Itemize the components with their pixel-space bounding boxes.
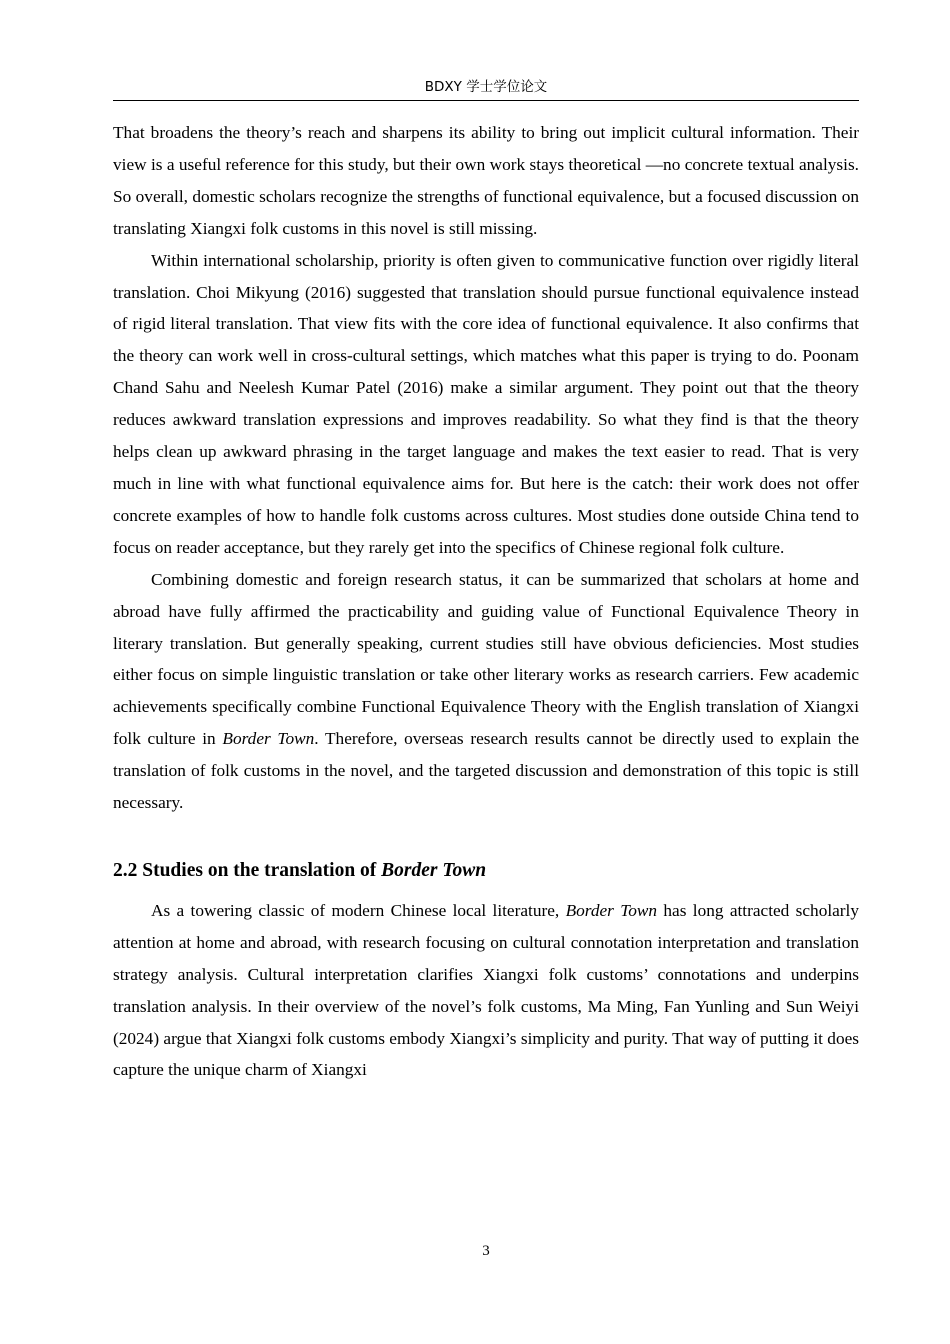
paragraph-3-text-b: . Therefore, overseas research results cannot be directly used to explain the translation of folk customs in the novel, and the targeted discussion and demonstration of this topic is still necessary. — [113, 729, 859, 813]
paragraph-3 — [113, 564, 859, 819]
section-heading — [113, 857, 859, 885]
paragraph-1: That broadens the theory’s reach and sharpens its ability to bring out implicit cultural information. Their view is a useful reference for this study, but their own work stays theoretical —no concrete textual analysis. So overall, domestic scholars recognize the strengths of functional equivalence, but a focused discussion on translating Xiangxi folk customs in this novel is still missing. — [113, 123, 859, 238]
header-rule — [113, 100, 859, 101]
paragraph-2: Within international scholarship, priority is often given to communicative function over rigidly literal translation. Choi Mikyung (2016) suggested that translation should pursue functional equivalence instead of rigid literal translation. That view fits with the core idea of functional equivalence. It also confirms that the theory can work well in cross-cultural settings, which matches what this paper is trying to do. Poonam Chand Sahu and Neelesh Kumar Patel (2016) make a similar argument. They point out that the theory reduces awkward translation expressions and improves readability. So what they find is that the theory helps clean up awkward phrasing in the target language and makes the text easier to read. That is very much in line with what functional equivalence aims for. But here is the catch: their work does not offer concrete examples of how to handle folk customs across cultures. Most studies done outside China tend to focus on reader acceptance, but they rarely get into the specifics of Chinese regional folk culture. — [113, 250, 859, 557]
paragraph-4 — [113, 895, 859, 1086]
paragraph-4-text-a: As a towering classic of modern Chinese local literature, — [151, 900, 566, 920]
page-number: 3 — [482, 1243, 490, 1259]
paragraph-3-text-a: Combining domestic and foreign research status, it can be summarized that scholars at home and abroad have fully affirmed the practicability and guiding value of Functional Equivalence Theory in literary translation. But generally speaking, current studies still have obvious deficiencies. Most studies either focus on simple linguistic translation or take other literary works as research carriers. Few academic achievements specifically combine Functional Equivalence Theory with the English translation of Xiangxi folk culture in — [113, 569, 859, 749]
section-heading-text: 2.2 Studies on the translation of — [113, 859, 382, 881]
paragraph-3-title-italic: Border Town — [222, 729, 315, 749]
section-heading-italic: Border Town — [381, 859, 487, 881]
paragraph-4-title-italic: Border Town — [565, 900, 658, 920]
paragraph-4-text-b: has long attracted scholarly attention at home and abroad, with research focusing on cultural connotation interpretation and translation strategy analysis. Cultural interpretation clarifies Xiangxi folk customs’ connotations and underpins translation analysis. In their overview of the novel’s folk customs, Ma Ming, Fan Yunling and Sun Weiyi (2024) argue that Xiangxi folk customs embody Xiangxi’s simplicity and purity. That way of putting it does capture the unique charm of Xiangxi — [113, 900, 860, 1080]
running-header: BDXY 学士学位论文 — [424, 79, 548, 95]
body-text — [113, 117, 859, 1086]
